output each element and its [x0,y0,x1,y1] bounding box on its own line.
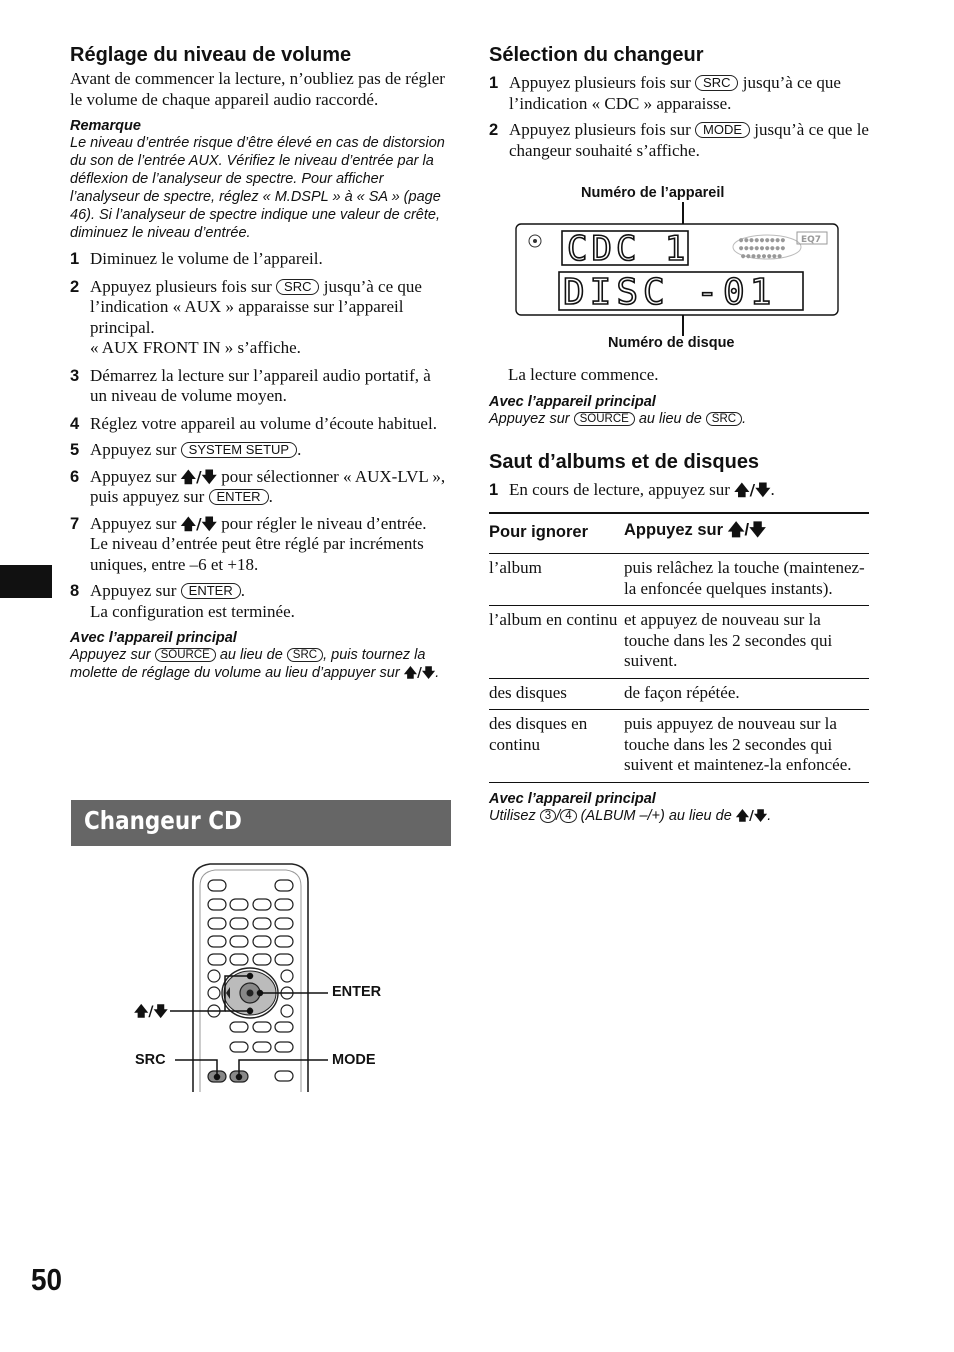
tip-text: Appuyez sur SOURCE au lieu de SRC , puis tournez la molette de réglage du volume au lieu d’appuyer sur 🡅/🡇. [70,647,440,681]
table-header: Pour ignorer [489,513,624,554]
playback-starts-text: La lecture commence. [508,365,659,384]
src-key: SRC [276,279,319,295]
table-row: des disques en continu puis appuyez de nouveau sur la touche dans les 2 secondes qui suivent et maintenez-la enfoncée. [489,710,869,783]
volume-step-4: 4 Réglez votre appareil au volume d’écoute habituel. [70,413,437,433]
mode-key: MODE [695,122,750,138]
source-key: SOURCE [574,412,635,426]
volume-intro: Avant de commencer la lecture, n’oubliez pas de régler le volume de chaque appareil audio raccordé. [70,69,445,109]
disc-number-label: Numéro de disque [608,335,735,351]
volume-step-8: 8 Appuyez sur ENTER . La configuration est terminée. [70,581,295,621]
up-down-arrows-icon: 🡅/🡇 [180,514,217,533]
remark-title: Remarque [70,118,141,134]
up-down-arrows-icon: 🡅/🡇 [403,666,436,681]
display-line-2: DISC -01 [563,272,777,313]
volume-step-3: 3 Démarrez la lecture sur l’appareil audio portatif, à un niveau de volume moyen. [70,365,431,405]
enter-key: ENTER [209,489,269,505]
svg-text:●●●●●●●●●: ●●●●●●●●● [739,244,786,252]
volume-step-2: 2 Appuyez plusieurs fois sur SRC jusqu’à ce que l’indication « AUX » apparaisse sur l’appareil principal. « AUX FRONT IN » s’affiche. [70,276,422,357]
unit-number-label: Numéro de l’appareil [581,185,725,201]
display-diagram [515,202,840,337]
chapter-tab-marker [0,565,52,598]
up-down-arrows-icon: 🡅/🡇 [180,467,217,486]
right-column [489,44,869,161]
src-key: SRC [706,412,742,426]
table-header: Appuyez sur 🡅/🡇 [624,513,869,554]
left-column [70,44,450,683]
changer-step-2: 2 Appuyez plusieurs fois sur MODE jusqu’à ce que le changeur souhaité s’affiche. [489,120,869,160]
remote-src-label: SRC [135,1052,166,1068]
tip-title: Avec l’appareil principal [489,393,656,410]
section-title-volume: Réglage du niveau de volume [70,44,352,66]
key-3: 3 [540,809,556,823]
right-column-lower [489,365,869,826]
banner-title: Changeur CD [84,806,242,835]
tip-text: Utilisez 3 / 4 (ALBUM –/+) au lieu de 🡅/🡇. [489,807,772,824]
tip-title: Avec l’appareil principal [489,790,656,807]
system-setup-key: SYSTEM SETUP [181,442,297,458]
tip-text: Appuyez sur SOURCE au lieu de SRC . [489,410,747,427]
volume-step-6: 6 Appuyez sur 🡅/🡇 pour sélectionner « AUX-LVL », puis appuyez sur ENTER . [70,466,446,506]
up-down-arrows-icon: 🡅/🡇 [734,480,771,499]
src-key: SRC [695,75,738,91]
volume-step-5: 5 Appuyez sur SYSTEM SETUP . [70,440,302,459]
changer-cd-banner [71,800,451,846]
volume-step-7: 7 Appuyez sur 🡅/🡇 pour régler le niveau d’entrée. Le niveau d’entrée peut être réglé par incréments uniques, entre –6 et +18. [70,513,427,574]
section-title-changer-selection: Sélection du changeur [489,44,704,66]
remote-arrows-label: 🡅/🡇 [134,1004,168,1020]
volume-step-1: 1 Diminuez le volume de l’appareil. [70,249,323,268]
skip-step-1: 1 En cours de lecture, appuyez sur 🡅/🡇. [489,479,775,499]
eq-badge: EQ7 [801,235,822,245]
display-line-1: CDC 1 [567,229,690,269]
svg-text:●●●●●●●●: ●●●●●●●● [741,252,783,260]
remote-mode-label: MODE [332,1052,376,1068]
remark-text: Le niveau d’entrée risque d’être élevé en cas de distorsion du son de l’entrée AUX. Vérifiez le niveau d’entrée par la déflexion de l’analyseur de spectre. Pour afficher l’analyseur de spectre, réglez « M.DSPL » à « SA » (page 46). Si l’analyseur de spectre indique une valeur de crête, diminuez le niveau d’entrée. [70,135,445,241]
table-row: l’album puis relâchez la touche (maintenez-la enfoncée quelques instants). [489,554,869,606]
enter-key: ENTER [181,583,241,599]
skip-table [489,512,869,783]
up-down-arrows-icon: 🡅/🡇 [735,808,768,824]
table-row: l’album en continu et appuyez de nouveau sur la touche dans les 2 secondes qui suivent. [489,606,869,679]
remote-enter-label: ENTER [332,984,382,1000]
section-title-skip: Saut d’albums et de disques [489,450,760,473]
src-key: SRC [287,648,323,662]
changer-step-1: 1 Appuyez plusieurs fois sur SRC jusqu’à ce que l’indication « CDC » apparaisse. [489,73,841,113]
table-row: des disques de façon répétée. [489,678,869,710]
page-number: 50 [31,1262,63,1297]
key-4: 4 [560,809,576,823]
tip-title: Avec l’appareil principal [70,630,237,646]
source-key: SOURCE [155,648,216,662]
svg-text:●●●●●●●●●: ●●●●●●●●● [739,236,786,244]
